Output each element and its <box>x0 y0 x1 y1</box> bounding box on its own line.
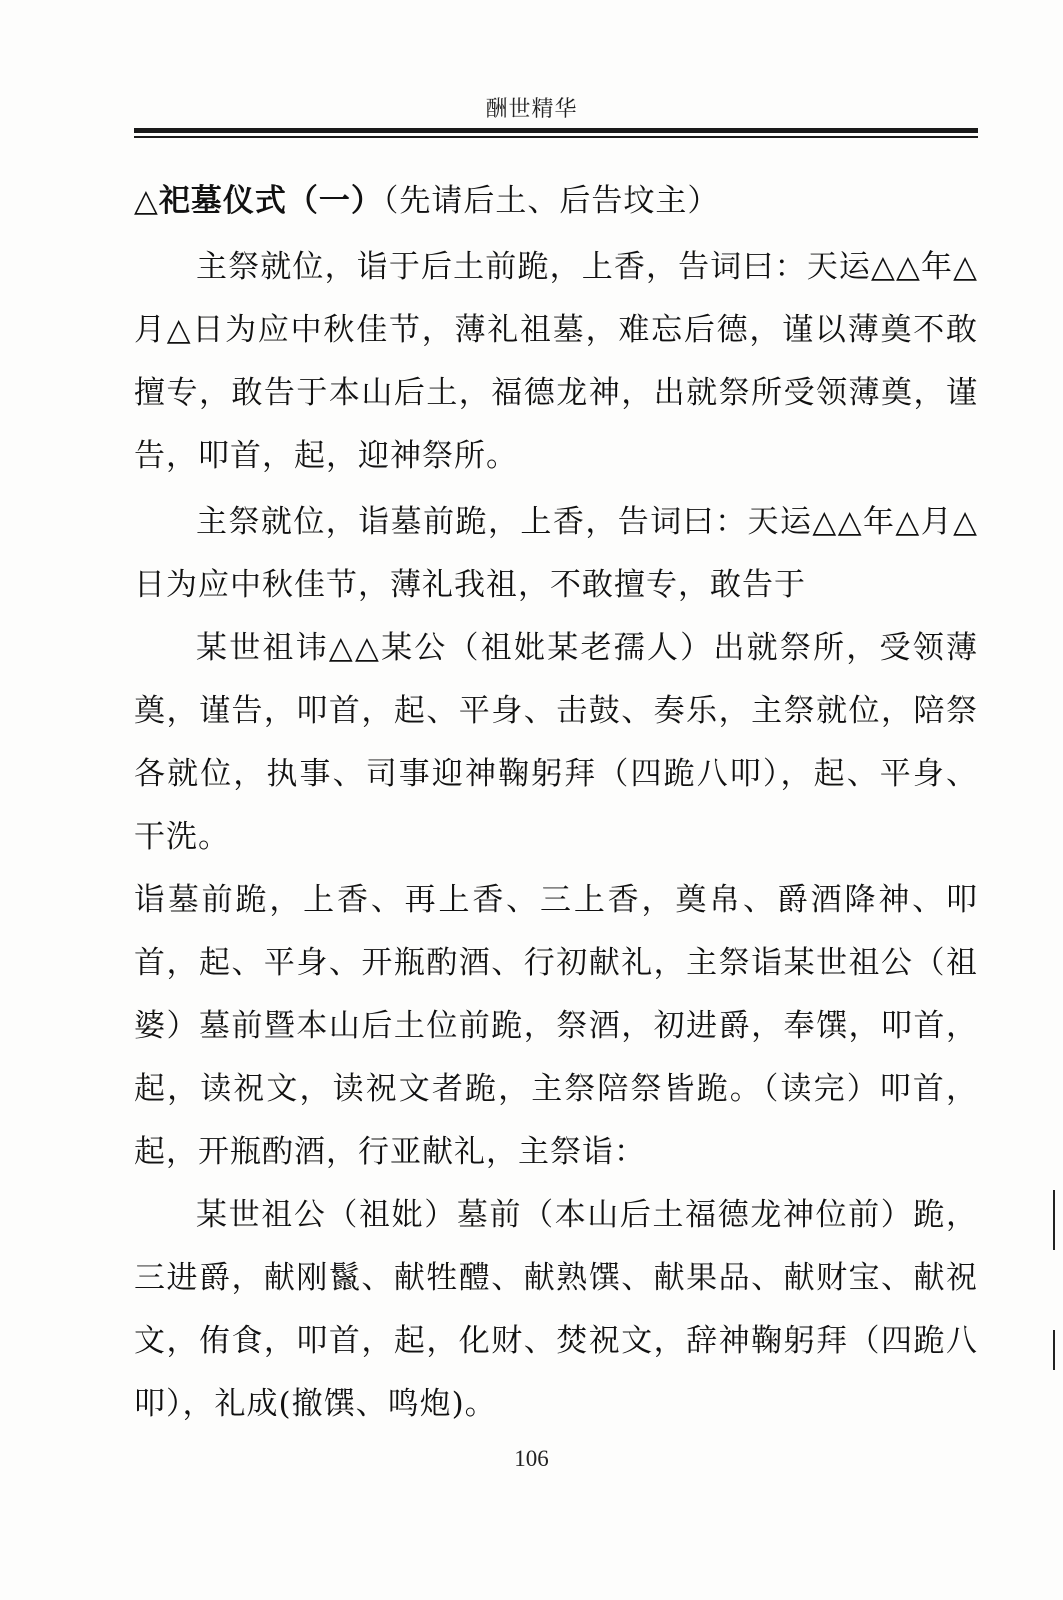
page-number: 106 <box>514 1446 549 1471</box>
scan-edge-mark <box>1053 1330 1055 1370</box>
page-body <box>134 170 978 1436</box>
paragraph-2: 主祭就位，诣墓前跪，上香，告词曰：天运△△年△月△日为应中秋佳节，薄礼我祖，不敢擅专，敢告于 <box>134 504 978 603</box>
running-header: 酬世精华 <box>485 97 578 122</box>
paragraph-5: 某世祖公（祖妣）墓前（本山后土福德龙神位前）跪，三进爵，献刚鬣、献牲醴、献熟馔、献果品、献财宝、献祝文，侑食，叩首，起，化财、焚祝文，辞神鞠躬拜（四跪八叩），礼成(撤馔、鸣炮)。 <box>134 1197 978 1422</box>
header-rule-thick <box>134 128 978 133</box>
section-title-note: （先请后土、后告坟主） <box>382 183 720 219</box>
section-title: △祀墓仪式（一） <box>134 183 383 219</box>
paragraph-1: 主祭就位，诣于后土前跪，上香，告词曰：天运△△年△月△日为应中秋佳节，薄礼祖墓，难忘后德，谨以薄奠不敢擅专，敢告于本山后土，福德龙神，出就祭所受领薄奠，谨告，叩首，起，迎神祭所。 <box>134 249 978 474</box>
paragraph-4: 诣墓前跪，上香、再上香、三上香，奠帛、爵酒降神、叩首，起、平身、开瓶酌酒、行初献礼，主祭诣某世祖公（祖婆）墓前暨本山后土位前跪，祭酒，初进爵，奉馔，叩首，起，读祝文，读祝文者跪，主祭陪祭皆跪。（读完）叩首，起，开瓶酌酒，行亚献礼，主祭诣： <box>134 882 978 1170</box>
header-rule-thin <box>134 136 978 138</box>
scan-edge-mark <box>1053 1190 1055 1250</box>
paragraph-3: 某世祖讳△△某公（祖妣某老孺人）出就祭所，受领薄奠，谨告，叩首，起、平身、击鼓、奏乐，主祭就位，陪祭各就位，执事、司事迎神鞠躬拜（四跪八叩），起、平身、干洗。 <box>134 630 978 855</box>
section-heading <box>134 170 978 233</box>
